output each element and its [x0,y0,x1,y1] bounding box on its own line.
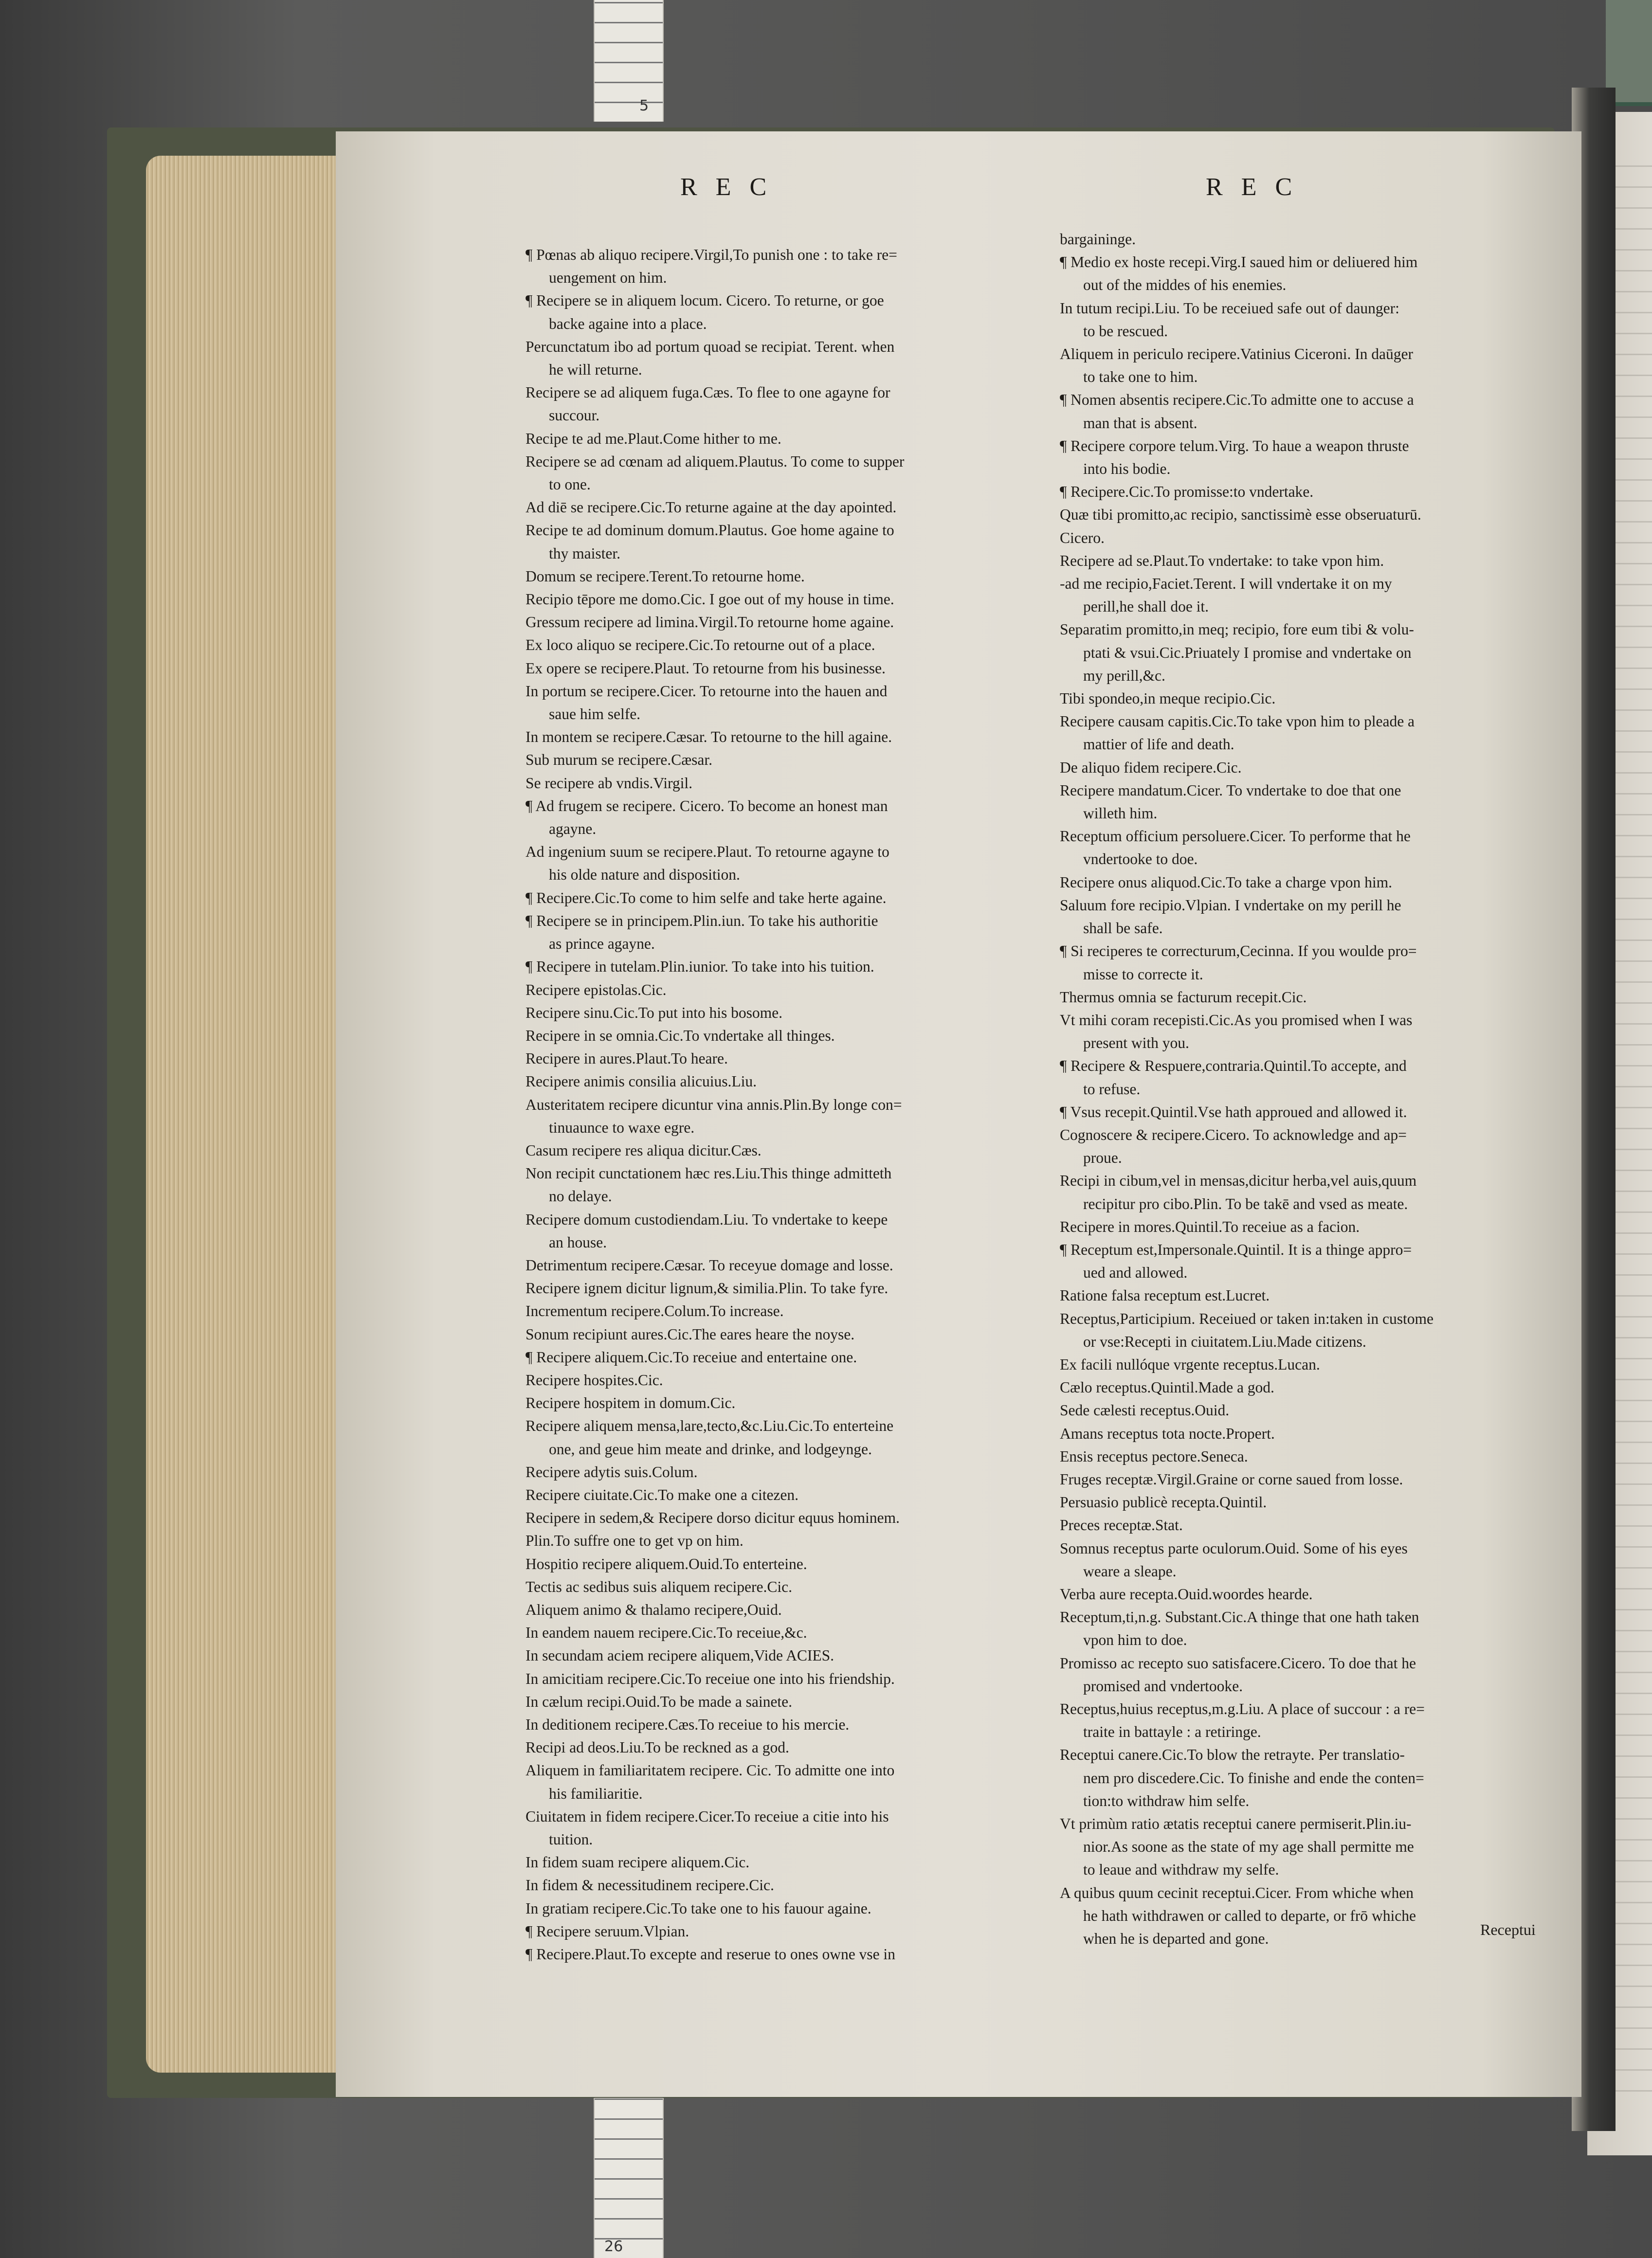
entry-line: thy maister. [549,544,620,562]
entry-line: -ad me recipio,Faciet.Terent. I will vndertake it on my [1060,575,1392,593]
entry-line: Recipere hospitem in domum.Cic. [526,1394,736,1412]
entry-line: Detrimentum recipere.Cæsar. To receyue domage and losse. [526,1256,893,1274]
entry-line: one, and geue him meate and drinke, and lodgeynge. [549,1440,872,1458]
entry-line: Promisso ac recepto suo satisfacere.Cicero. To doe that he [1060,1654,1416,1672]
entry-line: Recipe te ad dominum domum.Plautus. Goe home againe to [526,522,894,539]
entry-line: ¶ Recipere corpore telum.Virg. To haue a weapon thruste [1060,437,1409,454]
entry-line: Aliquem in periculo recipere.Vatinius Ciceroni. In daūger [1060,345,1414,363]
left-column [526,243,904,1966]
entry-line: In deditionem recipere.Cæs.To receiue to his mercie. [526,1716,850,1733]
entry-line: Sede cælesti receptus.Ouid. [1060,1402,1230,1419]
entry-line: agayne. [549,820,597,838]
entry-line: to take one to him. [1083,368,1198,386]
entry-line: an house. [549,1233,607,1251]
entry-line: into his bodie. [1083,460,1171,478]
entry-line: De aliquo fidem recipere.Cic. [1060,759,1242,776]
ruler-number-bottom: 26 [604,2238,623,2255]
entry-line: vpon him to doe. [1083,1631,1187,1649]
entry-line: shall be safe. [1083,920,1163,937]
entry-line: Recipi in cibum,vel in mensas,dicitur herba,vel auis,quum [1060,1172,1417,1190]
entry-line: Amans receptus tota nocte.Propert. [1060,1425,1275,1442]
entry-line: recipitur pro cibo.Plin. To be takē and vsed as meate. [1083,1195,1408,1212]
entry-line: Recipere domum custodiendam.Liu. To vndertake to keepe [526,1210,888,1228]
entry-line: Receptui canere.Cic.To blow the retrayte. Per translatio- [1060,1746,1405,1764]
entry-line: Fruges receptæ.Virgil.Graine or corne saued from losse. [1060,1470,1403,1488]
entry-line: Receptum,ti,n.g. Substant.Cic.A thinge that one hath taken [1060,1608,1419,1626]
entry-line: bargaininge. [1060,231,1136,248]
entry-line: Separatim promitto,in meq; recipio, fore eum tibi & volu- [1060,621,1414,638]
ruler-top [594,0,664,122]
entry-line: ptati & vsui.Cic.Priuately I promise and vndertake on [1083,644,1412,661]
entry-line: In fidem & necessitudinem recipere.Cic. [526,1877,774,1894]
entry-line: he hath withdrawen or called to departe, or frō whiche [1083,1907,1416,1924]
entry-line: nem pro discedere.Cic. To finishe and ende the conten= [1083,1769,1424,1787]
entry-line: Ad diē se recipere.Cic.To returne againe at the day apointed. [526,499,897,516]
entry-line: ¶ Recipere aliquem.Cic.To receiue and entertaine one. [526,1348,857,1366]
entry-line: In portum se recipere.Cicer. To retourne into the hauen and [526,682,888,700]
entry-line: In eandem nauem recipere.Cic.To receiue,&c. [526,1624,807,1642]
entry-line: he will returne. [549,361,642,379]
entry-line: Receptum officium persoluere.Cicer. To performe that he [1060,828,1411,845]
entry-line: In amicitiam recipere.Cic.To receiue one into his friendship. [526,1670,895,1687]
entry-line: Ensis receptus pectore.Seneca. [1060,1447,1248,1465]
entry-line: ¶ Pœnas ab aliquo recipere.Virgil,To punish one : to take re= [526,246,897,263]
catchword: Receptui [1480,1921,1536,1938]
entry-line: Cælo receptus.Quintil.Made a god. [1060,1379,1274,1396]
entry-line: ¶ Recipere se in aliquem locum. Cicero. To returne, or goe [526,292,884,309]
entry-line: ued and allowed. [1083,1264,1188,1282]
entry-line: Se recipere ab vndis.Virgil. [526,774,693,792]
entry-line: Recipere se ad cœnam ad aliquem.Plautus. To come to supper [526,452,905,470]
entry-line: Sub murum se recipere.Cæsar. [526,751,713,769]
entry-line: tinuaunce to waxe egre. [549,1119,695,1136]
entry-line: Ciuitatem in fidem recipere.Cicer.To receiue a citie into his [526,1807,889,1825]
entry-line: Ex opere se recipere.Plaut. To retourne from his businesse. [526,659,886,677]
entry-line: Persuasio publicè recepta.Quintil. [1060,1494,1267,1511]
entry-line: Recipere in sedem,& Recipere dorso dicitur equus hominem. [526,1509,900,1527]
entry-line: his olde nature and disposition. [549,866,740,884]
entry-line: Recipere in mores.Quintil.To receiue as a facion. [1060,1218,1360,1235]
entry-line: willeth him. [1083,805,1158,822]
entry-line: out of the middes of his enemies. [1083,276,1287,294]
entry-line: Cognoscere & recipere.Cicero. To acknowledge and ap= [1060,1126,1407,1143]
entry-line: Somnus receptus parte oculorum.Ouid. Some of his eyes [1060,1539,1408,1557]
entry-line: Recipere aliquem mensa,lare,tecto,&c.Liu.Cic.To enterteine [526,1417,894,1435]
page-edges [146,156,350,2073]
entry-line: or vse:Recepti in ciuitatem.Liu.Made citizens. [1083,1333,1366,1350]
entry-line: Preces receptæ.Stat. [1060,1517,1183,1534]
entry-line: Recipere mandatum.Cicer. To vndertake to doe that one [1060,781,1401,799]
entry-line: to one. [549,476,591,493]
entry-line: ¶ Recipere.Cic.To come to him selfe and take herte againe. [526,889,887,906]
entry-line: Recipere animis consilia alicuius.Liu. [526,1073,757,1090]
entry-line: Recipere epistolas.Cic. [526,981,667,998]
entry-line: perill,he shall doe it. [1083,598,1209,615]
entry-line: Tibi spondeo,in meque recipio.Cic. [1060,690,1276,707]
entry-line: Incrementum recipere.Colum.To increase. [526,1302,784,1320]
entry-line: Recipe te ad me.Plaut.Come hither to me. [526,430,781,447]
entry-line: Quæ tibi promitto,ac recipio, sanctissimè esse obseruaturū. [1060,506,1421,524]
entry-line: to refuse. [1083,1080,1141,1098]
entry-line: Recipere ad se.Plaut.To vndertake: to take vpon him. [1060,552,1384,569]
entry-line: ¶ Recipere & Respuere,contraria.Quintil.To accepte, and [1060,1057,1407,1075]
entry-line: Aliquem animo & thalamo recipere,Ouid. [526,1601,782,1618]
entry-line: vndertooke to doe. [1083,850,1198,868]
entry-line: In cælum recipi.Ouid.To be made a sainete. [526,1693,792,1710]
entry-line: In gratiam recipere.Cic.To take one to his fauour againe. [526,1899,871,1917]
right-column [1060,228,1434,1950]
running-head-right: REC [1206,173,1311,201]
entry-line: Plin.To suffre one to get vp on him. [526,1532,744,1550]
entry-line: to be rescued. [1083,322,1168,340]
entry-line: Ad ingenium suum se recipere.Plaut. To retourne agayne to [526,843,890,861]
entry-line: man that is absent. [1083,414,1198,432]
entry-line: his familiaritie. [549,1785,643,1802]
entry-line: Percunctatum ibo ad portum quoad se recipiat. Terent. when [526,338,895,355]
entry-line: A quibus quum cecinit receptui.Cicer. From whiche when [1060,1884,1414,1901]
entry-line: ¶ Recipere.Cic.To promisse:to vndertake. [1060,483,1314,501]
entry-line: Receptus,huius receptus,m.g.Liu. A place of succour : a re= [1060,1700,1425,1717]
entry-line: Gressum recipere ad limina.Virgil.To retourne home againe. [526,614,894,631]
entry-line: ¶ Receptum est,Impersonale.Quintil. It is a thinge appro= [1060,1241,1412,1258]
entry-line: ¶ Recipere.Plaut.To excepte and reserue to ones owne vse in [526,1946,895,1963]
entry-line: ¶ Ad frugem se recipere. Cicero. To become an honest man [526,797,888,814]
entry-line: Non recipit cunctationem hæc res.Liu.This thinge admitteth [526,1165,892,1182]
entry-line: Recipere ciuitate.Cic.To make one a citezen. [526,1486,799,1503]
entry-line: proue. [1083,1149,1122,1167]
entry-line: Recipi ad deos.Liu.To be reckned as a god. [526,1739,789,1756]
entry-line: In secundam aciem recipere aliquem,Vide ACIES. [526,1647,834,1664]
entry-line: Casum recipere res aliqua dicitur.Cæs. [526,1141,762,1159]
entry-line: Thermus omnia se facturum recepit.Cic. [1060,988,1307,1006]
entry-line: Recipere causam capitis.Cic.To take vpon him to pleade a [1060,713,1415,730]
entry-line: Recipere se ad aliquem fuga.Cæs. To flee to one agayne for [526,384,890,401]
entry-line: Vt mihi coram recepisti.Cic.As you promised when I was [1060,1011,1413,1029]
entry-line: Ex facili nullóque vrgente receptus.Lucan. [1060,1355,1320,1373]
running-head-left: REC [680,173,785,201]
ruler-number-top: 5 [639,97,649,114]
entry-line: In fidem suam recipere aliquem.Cic. [526,1854,750,1871]
entry-line: Recipere sinu.Cic.To put into his bosome. [526,1004,782,1021]
entry-line: my perill,&c. [1083,667,1165,684]
entry-line: Ratione falsa receptum est.Lucret. [1060,1287,1270,1304]
entry-line: promised and vndertooke. [1083,1677,1243,1695]
entry-line: ¶ Medio ex hoste recepi.Virg.I saued him or deliuered him [1060,253,1418,271]
entry-line: Receptus,Participium. Receiued or taken in:taken in custome [1060,1310,1434,1327]
ruler-bottom [594,2092,664,2258]
entry-line: misse to correcte it. [1083,965,1203,983]
entry-line: ¶ Nomen absentis recipere.Cic.To admitte one to accuse a [1060,391,1414,409]
entry-line: Domum se recipere.Terent.To retourne home. [526,567,805,585]
entry-line: In tutum recipi.Liu. To be receiued safe out of daunger: [1060,299,1399,317]
entry-line: Recipere ignem dicitur lignum,& similia.Plin. To take fyre. [526,1280,889,1297]
entry-line: Ex loco aliquo se recipere.Cic.To retourne out of a place. [526,636,875,654]
entry-line: Hospitio recipere aliquem.Ouid.To enterteine. [526,1555,807,1572]
entry-line: Sonum recipiunt aures.Cic.The eares heare the noyse. [526,1325,855,1343]
entry-line: Saluum fore recipio.Vlpian. I vndertake on my perill he [1060,896,1401,914]
entry-line: when he is departed and gone. [1083,1930,1269,1948]
entry-line: traite in battayle : a retiringe. [1083,1723,1261,1741]
entry-line: Austeritatem recipere dicuntur vina annis.Plin.By longe con= [526,1096,902,1113]
entry-line: succour. [549,407,600,424]
entry-line: ¶ Vsus recepit.Quintil.Vse hath approued and allowed it. [1060,1103,1407,1120]
entry-line: Recipio tēpore me domo.Cic. I goe out of my house in time. [526,591,894,608]
entry-line: ¶ Recipere seruum.Vlpian. [526,1922,690,1940]
entry-line: Recipere in se omnia.Cic.To vndertake all thinges. [526,1027,835,1044]
entry-line: backe againe into a place. [549,315,707,332]
entry-line: Recipere in aures.Plaut.To heare. [526,1050,728,1067]
entry-line: ¶ Recipere se in principem.Plin.iun. To take his authoritie [526,912,878,929]
entry-line: Recipere hospites.Cic. [526,1371,663,1389]
entry-line: ¶ Si reciperes te correcturum,Cecinna. If you woulde pro= [1060,942,1417,960]
entry-line: as prince agayne. [549,935,655,953]
entry-line: Aliquem in familiaritatem recipere. Cic. To admitte one into [526,1762,895,1779]
entry-line: Recipere onus aliquod.Cic.To take a charge vpon him. [1060,873,1393,891]
entry-line: tuition. [549,1831,593,1848]
entry-line: In montem se recipere.Cæsar. To retourne to the hill againe. [526,728,892,746]
entry-line: Verba aure recepta.Ouid.woordes hearde. [1060,1585,1313,1603]
entry-line: Tectis ac sedibus suis aliquem recipere.Cic. [526,1578,792,1595]
entry-line: weare a sleape. [1083,1562,1177,1580]
entry-line: ¶ Recipere in tutelam.Plin.iunior. To take into his tuition. [526,958,874,975]
entry-line: present with you. [1083,1034,1189,1052]
entry-line: saue him selfe. [549,705,641,723]
entry-line: uengement on him. [549,269,667,287]
entry-line: tion:to withdraw him selfe. [1083,1792,1250,1809]
entry-line: Recipere adytis suis.Colum. [526,1463,698,1481]
entry-line: nior.As soone as the state of my age shall permitte me [1083,1838,1414,1856]
entry-line: Vt primùm ratio ætatis receptui canere permiserit.Plin.iu- [1060,1815,1412,1833]
entry-line: Cicero. [1060,529,1105,546]
entry-line: to leaue and withdraw my selfe. [1083,1861,1279,1879]
entry-line: no delaye. [549,1188,612,1205]
entry-line: mattier of life and death. [1083,736,1234,753]
